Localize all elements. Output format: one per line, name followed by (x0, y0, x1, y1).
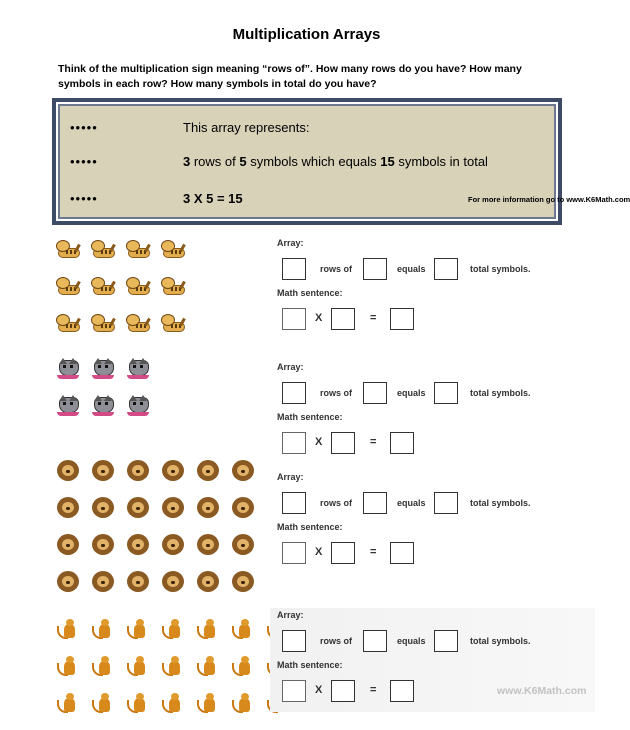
rows-answer-box[interactable] (282, 492, 306, 514)
total-symbols-label: total symbols. (470, 388, 531, 398)
monkey-icon (196, 655, 220, 677)
times-sign: X (315, 546, 323, 558)
watermark: www.K6Math.com (497, 685, 587, 697)
monkey-icon (56, 655, 80, 677)
example-row-3 (70, 191, 630, 206)
rows-answer-box[interactable] (282, 382, 306, 404)
array-label: Array: (277, 238, 304, 248)
cat-icon (56, 395, 80, 417)
lion-icon (56, 460, 80, 482)
page-title: Multiplication Arrays (232, 26, 381, 43)
equals-label: equals (397, 264, 426, 274)
array-label: Array: (277, 472, 304, 482)
equals-sign: = (370, 436, 377, 448)
cheetah-icon (161, 275, 185, 297)
total-answer-box[interactable] (434, 492, 458, 514)
rows-of-label: rows of (320, 264, 353, 274)
times-sign: X (315, 684, 323, 696)
rows-answer-box[interactable] (282, 258, 306, 280)
lion-icon (126, 497, 150, 519)
lion-icon (161, 460, 185, 482)
factor-2-box[interactable] (331, 542, 355, 564)
monkey-icon (126, 618, 150, 640)
lion-icon (91, 497, 115, 519)
lion-icon (126, 460, 150, 482)
cheetah-icon (56, 275, 80, 297)
equals-label: equals (397, 498, 426, 508)
cat-array (56, 358, 161, 432)
monkey-icon (56, 692, 80, 714)
product-box[interactable] (390, 542, 414, 564)
total-symbols-label: total symbols. (470, 264, 531, 274)
cat-row (56, 358, 161, 380)
lion-icon (91, 534, 115, 556)
cheetah-row (56, 312, 196, 334)
example-line-2 (183, 154, 488, 169)
monkey-row (56, 692, 301, 714)
monkey-icon (91, 655, 115, 677)
equals-sign: = (370, 684, 377, 696)
factor-1-box[interactable] (282, 432, 306, 454)
cat-row (56, 395, 161, 417)
rows-count: 3 (183, 154, 191, 169)
factor-2-box[interactable] (331, 680, 355, 702)
example-equation (183, 191, 630, 206)
equals-sign: = (370, 312, 377, 324)
rows-of-label: rows of (320, 636, 353, 646)
lion-icon (161, 497, 185, 519)
total-text: symbols in total (394, 154, 488, 169)
equals-label: equals (397, 636, 426, 646)
monkey-icon (196, 618, 220, 640)
cat-icon (126, 395, 150, 417)
lion-icon (231, 571, 255, 593)
equals-sign: = (370, 546, 377, 558)
lion-icon (196, 534, 220, 556)
cat-icon (126, 358, 150, 380)
math-sentence-label: Math sentence: (277, 660, 343, 670)
total-answer-box[interactable] (434, 382, 458, 404)
equals-text: symbols which equals (246, 154, 381, 169)
cols-answer-box[interactable] (363, 382, 387, 404)
lion-icon (196, 460, 220, 482)
cheetah-icon (161, 238, 185, 260)
example-box (52, 98, 630, 225)
rows-answer-box[interactable] (282, 630, 306, 652)
factor-1-box[interactable] (282, 308, 306, 330)
lion-array (56, 460, 266, 608)
monkey-icon (126, 655, 150, 677)
lion-icon (56, 571, 80, 593)
worksheet-panel-1 (270, 236, 595, 336)
monkey-icon (91, 692, 115, 714)
lion-icon (56, 534, 80, 556)
total-count: 15 (380, 154, 395, 169)
cols-count: 5 (239, 154, 247, 169)
lion-icon (161, 534, 185, 556)
lion-row (56, 497, 266, 519)
rows-of-label: rows of (320, 388, 353, 398)
equation-text: 3 X 5 = 15 (183, 191, 243, 206)
monkey-icon (56, 618, 80, 640)
rows-of-text: rows of (190, 154, 240, 169)
lion-icon (91, 571, 115, 593)
cols-answer-box[interactable] (363, 630, 387, 652)
lion-icon (196, 497, 220, 519)
more-info-note: For more information go to www.K6Math.com (468, 195, 630, 204)
factor-1-box[interactable] (282, 542, 306, 564)
lion-row (56, 571, 266, 593)
lion-icon (91, 460, 115, 482)
lion-icon (196, 571, 220, 593)
math-sentence-label: Math sentence: (277, 522, 343, 532)
example-line-1: This array represents: (183, 120, 310, 135)
cheetah-icon (91, 238, 115, 260)
instructions: Think of the multiplication sign meaning “rows of”. How many rows do you have? How many symbols in each row? How many symbols in total do you have? (58, 63, 522, 90)
lion-icon (56, 497, 80, 519)
dots-row-2: ••••• (70, 154, 98, 169)
example-row-1 (70, 120, 310, 135)
math-sentence-label: Math sentence: (277, 412, 343, 422)
monkey-icon (231, 618, 255, 640)
cat-icon (56, 358, 80, 380)
lion-icon (126, 571, 150, 593)
factor-2-box[interactable] (331, 308, 355, 330)
cheetah-icon (91, 275, 115, 297)
cheetah-icon (56, 238, 80, 260)
lion-icon (231, 534, 255, 556)
product-box[interactable] (390, 432, 414, 454)
times-sign: X (315, 312, 323, 324)
cheetah-icon (126, 275, 150, 297)
total-symbols-label: total symbols. (470, 636, 531, 646)
lion-row (56, 460, 266, 482)
cols-answer-box[interactable] (363, 492, 387, 514)
monkey-row (56, 618, 301, 640)
example-row-2 (70, 154, 488, 169)
monkey-icon (91, 618, 115, 640)
cheetah-icon (161, 312, 185, 334)
array-label: Array: (277, 362, 304, 372)
monkey-icon (126, 692, 150, 714)
cat-icon (91, 395, 115, 417)
dots-row-3: ••••• (70, 191, 98, 206)
product-box[interactable] (390, 680, 414, 702)
monkey-array (56, 618, 301, 729)
cheetah-icon (56, 312, 80, 334)
worksheet-panel-2 (270, 360, 595, 460)
monkey-row (56, 655, 301, 677)
cheetah-row (56, 238, 196, 260)
total-answer-box[interactable] (434, 258, 458, 280)
total-answer-box[interactable] (434, 630, 458, 652)
product-box[interactable] (390, 308, 414, 330)
factor-1-box[interactable] (282, 680, 306, 702)
equals-label: equals (397, 388, 426, 398)
lion-icon (126, 534, 150, 556)
cheetah-row (56, 275, 196, 297)
monkey-icon (161, 655, 185, 677)
monkey-icon (231, 655, 255, 677)
monkey-icon (196, 692, 220, 714)
dots-row-1: ••••• (70, 120, 98, 135)
math-sentence-label: Math sentence: (277, 288, 343, 298)
array-label: Array: (277, 610, 304, 620)
cols-answer-box[interactable] (363, 258, 387, 280)
cheetah-icon (126, 312, 150, 334)
cat-icon (91, 358, 115, 380)
cheetah-icon (91, 312, 115, 334)
cheetah-array (56, 238, 196, 349)
lion-row (56, 534, 266, 556)
worksheet-panel-3 (270, 470, 595, 570)
factor-2-box[interactable] (331, 432, 355, 454)
total-symbols-label: total symbols. (470, 498, 531, 508)
lion-icon (231, 497, 255, 519)
lion-icon (161, 571, 185, 593)
monkey-icon (161, 692, 185, 714)
monkey-icon (231, 692, 255, 714)
lion-icon (231, 460, 255, 482)
monkey-icon (161, 618, 185, 640)
rows-of-label: rows of (320, 498, 353, 508)
times-sign: X (315, 436, 323, 448)
cheetah-icon (126, 238, 150, 260)
